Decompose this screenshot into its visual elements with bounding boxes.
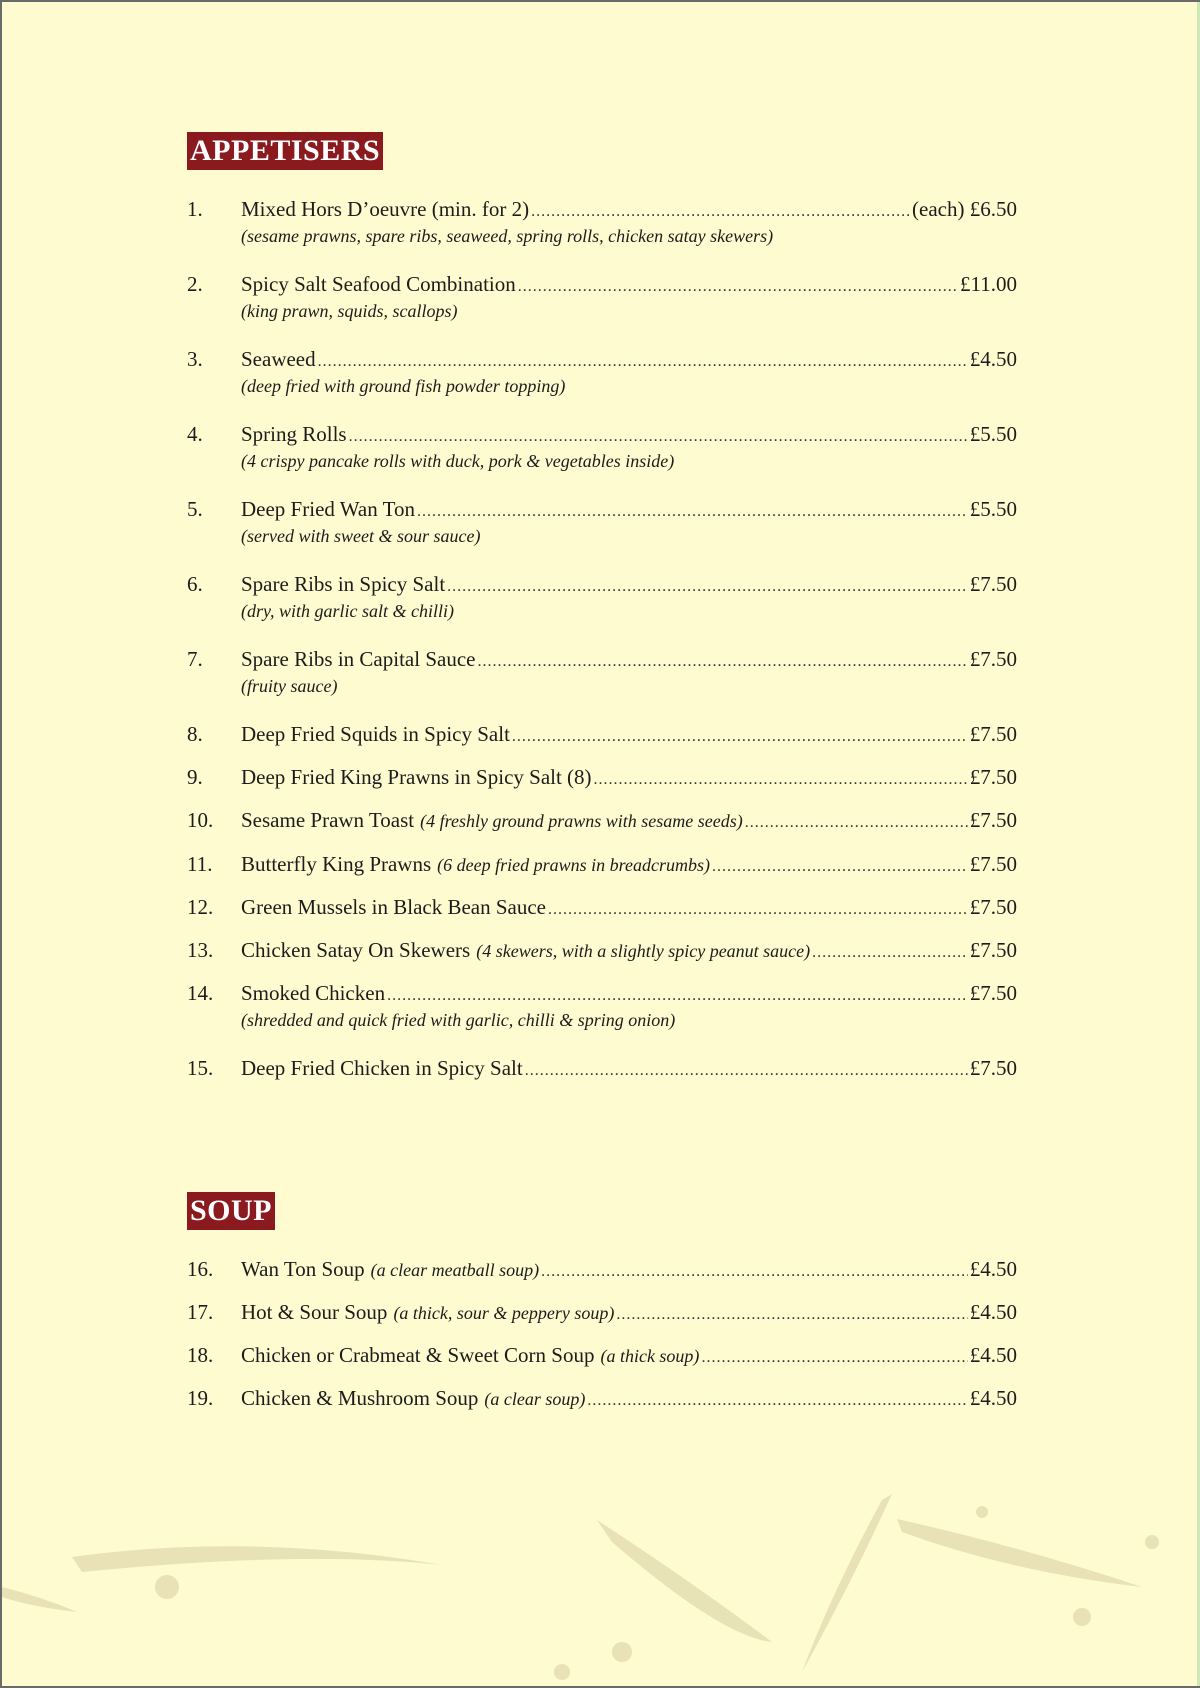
item-name: Chicken or Crabmeat & Sweet Corn Soup: [241, 1343, 595, 1367]
item-description: (sesame prawns, spare ribs, seaweed, spring rolls, chicken satay skewers): [241, 226, 774, 246]
item-inline-description: (a clear soup): [484, 1389, 586, 1409]
item-number: 12.: [187, 895, 214, 919]
item-number: 7.: [187, 647, 203, 671]
item-number: 2.: [187, 272, 203, 296]
item-price: £7.50: [969, 722, 1017, 746]
item-inline-description: (4 freshly ground prawns with sesame seeds): [420, 811, 743, 831]
menu-item-line: [187, 270, 1017, 298]
item-name: Spring Rolls: [241, 422, 347, 446]
item-price: £4.50: [969, 1257, 1017, 1281]
menu-item: [187, 806, 1017, 834]
item-price: £5.50: [969, 422, 1017, 446]
item-price: (each) £6.50: [912, 197, 1017, 221]
item-name: Chicken Satay On Skewers: [241, 938, 471, 962]
item-description: (shredded and quick fried with garlic, chilli & spring onion): [241, 1010, 676, 1030]
dot-leader: [417, 498, 968, 526]
item-name: Hot & Sour Soup: [241, 1300, 388, 1324]
menu-item: [187, 720, 1017, 748]
item-name: Seaweed: [241, 347, 316, 371]
menu-item: [187, 270, 1017, 324]
item-price: £7.50: [969, 765, 1017, 789]
menu-item-line: [187, 1054, 1017, 1082]
menu-item-line: [187, 420, 1017, 448]
item-description: (fruity sauce): [241, 676, 338, 696]
menu-item: [187, 1255, 1017, 1283]
dot-leader: [512, 723, 968, 751]
item-name: Chicken & Mushroom Soup: [241, 1386, 479, 1410]
item-description: (deep fried with ground fish powder topping): [241, 376, 566, 396]
menu-item-line: [187, 720, 1017, 748]
menu-item-line: [187, 850, 1017, 878]
menu-item: [187, 936, 1017, 964]
menu-item: [187, 195, 1017, 249]
menu-item: [187, 893, 1017, 921]
dot-leader: [812, 939, 968, 967]
item-price: £4.50: [969, 1343, 1017, 1367]
item-number: 17.: [187, 1300, 214, 1324]
menu-item-line: [187, 893, 1017, 921]
item-description: (served with sweet & sour sauce): [241, 526, 481, 546]
item-number: 5.: [187, 497, 203, 521]
item-inline-description: (6 deep fried prawns in breadcrumbs): [437, 855, 710, 875]
menu-item-line: [187, 645, 1017, 673]
section-heading-appetisers: APPETISERS: [187, 132, 383, 170]
dot-leader: [525, 1057, 968, 1085]
item-name: Deep Fried Chicken in Spicy Salt: [241, 1056, 523, 1080]
item-price: £7.50: [969, 647, 1017, 671]
item-number: 16.: [187, 1257, 214, 1281]
dot-leader: [518, 273, 958, 301]
item-number: 13.: [187, 938, 214, 962]
menu-item: [187, 763, 1017, 791]
dot-leader: [616, 1301, 967, 1329]
item-name: Deep Fried Squids in Spicy Salt: [241, 722, 510, 746]
item-name: Smoked Chicken: [241, 981, 386, 1005]
menu-item: [187, 979, 1017, 1033]
item-price: £11.00: [960, 272, 1017, 296]
menu-item-line: [187, 1255, 1017, 1283]
menu-item: [187, 1054, 1017, 1082]
item-name: Butterfly King Prawns: [241, 852, 432, 876]
menu-item: [187, 1298, 1017, 1326]
item-price: £7.50: [969, 1056, 1017, 1080]
item-price: £4.50: [969, 347, 1017, 371]
item-number: 10.: [187, 808, 214, 832]
menu-item-line: [187, 806, 1017, 834]
item-inline-description: (a thick, sour & peppery soup): [393, 1303, 615, 1323]
dot-leader: [349, 423, 968, 451]
menu-item: [187, 495, 1017, 549]
item-name: Spicy Salt Seafood Combination: [241, 272, 516, 296]
item-inline-description: (4 skewers, with a slightly spicy peanut sauce): [476, 941, 811, 961]
item-inline-description: (a clear meatball soup): [370, 1260, 540, 1280]
dot-leader: [701, 1344, 967, 1372]
item-number: 6.: [187, 572, 203, 596]
menu-item: [187, 420, 1017, 474]
menu-item: [187, 345, 1017, 399]
item-name: Spare Ribs in Spicy Salt: [241, 572, 446, 596]
menu-item-line: [187, 345, 1017, 373]
item-name: Green Mussels in Black Bean Sauce: [241, 895, 547, 919]
dot-leader: [318, 348, 968, 376]
dot-leader: [712, 853, 968, 881]
item-number: 4.: [187, 422, 203, 446]
item-number: 1.: [187, 197, 203, 221]
item-price: £7.50: [969, 808, 1017, 832]
menu-item-line: [187, 763, 1017, 791]
item-number: 18.: [187, 1343, 214, 1367]
item-number: 3.: [187, 347, 203, 371]
item-name: Mixed Hors D’oeuvre (min. for 2): [241, 197, 530, 221]
item-price: £7.50: [969, 852, 1017, 876]
item-price: £4.50: [969, 1386, 1017, 1410]
menu-item-line: [187, 1341, 1017, 1369]
item-name: Deep Fried Wan Ton: [241, 497, 415, 521]
item-price: £5.50: [969, 497, 1017, 521]
item-price: £7.50: [969, 572, 1017, 596]
item-number: 9.: [187, 765, 203, 789]
item-name: Spare Ribs in Capital Sauce: [241, 647, 476, 671]
dot-leader: [477, 648, 967, 676]
menu-item-line: [187, 1298, 1017, 1326]
item-number: 11.: [187, 852, 213, 876]
item-number: 8.: [187, 722, 203, 746]
item-name: Deep Fried King Prawns in Spicy Salt (8): [241, 765, 592, 789]
menu-item: [187, 850, 1017, 878]
item-price: £7.50: [969, 938, 1017, 962]
item-inline-description: (a thick soup): [600, 1346, 700, 1366]
menu-item: [187, 645, 1017, 699]
item-description: (dry, with garlic salt & chilli): [241, 601, 454, 621]
item-description: (king prawn, squids, scallops): [241, 301, 458, 321]
item-price: £4.50: [969, 1300, 1017, 1324]
dot-leader: [387, 982, 968, 1010]
menu-item-line: [187, 570, 1017, 598]
item-number: 15.: [187, 1056, 214, 1080]
item-name: Wan Ton Soup: [241, 1257, 365, 1281]
item-price: £7.50: [969, 981, 1017, 1005]
menu-item-line: [187, 936, 1017, 964]
dot-leader: [548, 896, 968, 924]
dot-leader: [745, 809, 968, 837]
item-description: (4 crispy pancake rolls with duck, pork & vegetables inside): [241, 451, 675, 471]
decorative-brush-strokes: [2, 1382, 1200, 1688]
item-number: 19.: [187, 1386, 214, 1410]
dot-leader: [531, 198, 910, 226]
dot-leader: [541, 1258, 968, 1286]
menu-item-line: [187, 495, 1017, 523]
item-name: Sesame Prawn Toast: [241, 808, 415, 832]
item-price: £7.50: [969, 895, 1017, 919]
menu-item: [187, 570, 1017, 624]
item-number: 14.: [187, 981, 214, 1005]
dot-leader: [594, 766, 968, 794]
dot-leader: [447, 573, 968, 601]
menu-item-line: [187, 979, 1017, 1007]
menu-item-line: [187, 195, 1017, 223]
menu-item: [187, 1341, 1017, 1369]
section-heading-soup: SOUP: [187, 1192, 275, 1230]
